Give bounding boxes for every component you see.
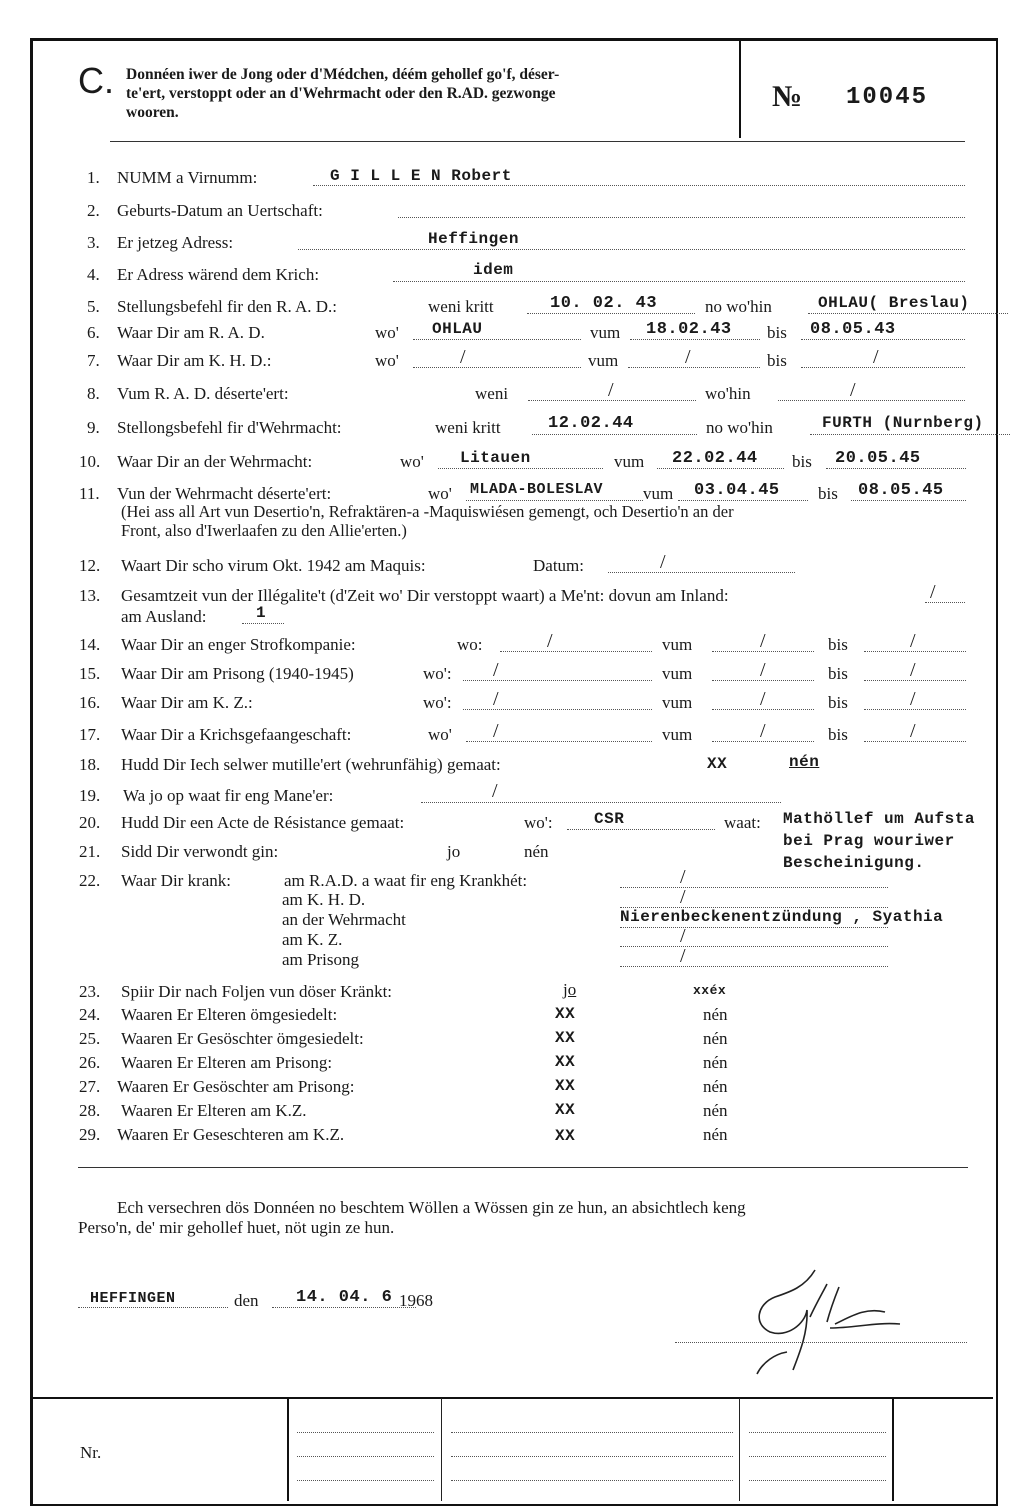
q11-bis: bis xyxy=(818,484,838,503)
q22-kz-label: am K. Z. xyxy=(282,930,343,949)
q10-value-to: 20.05.45 xyxy=(835,449,921,468)
q20-label: Hudd Dir een Acte de Résistance gemaat: xyxy=(121,813,405,832)
q15-line-a xyxy=(463,680,652,681)
q11-number: 11. xyxy=(79,484,100,503)
q13-ausland-label: am Ausland: xyxy=(121,607,207,626)
footer-line-3c xyxy=(749,1480,886,1481)
q6-number: 6. xyxy=(87,323,100,342)
q12-label: Waart Dir scho virum Okt. 1942 am Maquis: xyxy=(121,556,426,575)
q22-line-c xyxy=(620,927,888,928)
q14-value-b: / xyxy=(760,630,766,652)
q22-value-e: / xyxy=(680,945,686,967)
q16-label: Waar Dir am K. Z.: xyxy=(121,693,253,712)
q22-line-e xyxy=(620,966,888,967)
q13-value-inland: / xyxy=(930,581,936,603)
q9-line-b xyxy=(810,434,1010,435)
q22-line-a xyxy=(620,887,888,888)
q27-nen: nén xyxy=(703,1077,728,1096)
q1-value: G I L L E N Robert xyxy=(330,167,512,185)
q15-wo: wo': xyxy=(423,664,452,683)
q3-value: Heffingen xyxy=(428,230,519,248)
q3-number: 3. xyxy=(87,233,100,252)
q1-label: NUMM a Virnumm: xyxy=(117,168,258,187)
q20-wo: wo': xyxy=(524,813,553,832)
q14-number: 14. xyxy=(79,635,101,654)
footer-line-3b xyxy=(749,1456,886,1457)
q15-bis: bis xyxy=(828,664,848,683)
q12-datum: Datum: xyxy=(533,556,584,575)
q23-label: Spiir Dir nach Foljen vun döser Kränkt: xyxy=(121,982,393,1001)
q27-value: XX xyxy=(555,1077,576,1095)
q26-label: Waaren Er Elteren am Prisong: xyxy=(121,1053,333,1072)
q18-value: nén xyxy=(789,753,820,771)
q16-number: 16. xyxy=(79,693,101,712)
q7-line-b xyxy=(628,367,760,368)
q10-line-b xyxy=(657,468,784,469)
q7-bis: bis xyxy=(767,351,787,370)
q20-value-what: Mathöllef um Aufsta xyxy=(783,810,975,828)
q7-value-c: / xyxy=(873,346,879,368)
q11-wo: wo' xyxy=(428,484,452,503)
q15-number: 15. xyxy=(79,664,101,683)
q7-value-a: / xyxy=(460,346,466,368)
footer-col-3 xyxy=(739,1398,740,1501)
header-divider xyxy=(739,40,741,138)
q6-value-place: OHLAU xyxy=(432,320,483,338)
q12-number: 12. xyxy=(79,556,101,575)
q14-value-c: / xyxy=(910,630,916,652)
q17-vum: vum xyxy=(662,725,693,744)
q5-value-date: 10. 02. 43 xyxy=(550,294,658,313)
q13-label: Gesamtzeit vun der Illégalite't (d'Zeit wo' Dir verstoppt waart) a Me'nt: dovun am Inland: xyxy=(121,586,729,605)
q20-value-place: CSR xyxy=(594,810,625,828)
q29-label: Waaren Er Geseschteren am K.Z. xyxy=(117,1125,345,1144)
q6-value-from: 18.02.43 xyxy=(646,320,732,339)
q16-bis: bis xyxy=(828,693,848,712)
q17-value-c: / xyxy=(910,720,916,742)
q4-line xyxy=(393,281,965,282)
q26-value: XX xyxy=(555,1053,576,1071)
q28-number: 28. xyxy=(79,1101,101,1120)
q25-number: 25. xyxy=(79,1029,101,1048)
q22-number: 22. xyxy=(79,871,101,890)
q14-bis: bis xyxy=(828,635,848,654)
q23-number: 23. xyxy=(79,982,101,1001)
q3-label: Er jetzeg Adress: xyxy=(117,233,234,252)
q25-label: Waaren Er Gesöschter ömgesiedelt: xyxy=(121,1029,364,1048)
section-letter: C. xyxy=(78,60,114,101)
q9-label: Stellongsbefehl fir d'Wehrmacht: xyxy=(117,418,342,437)
header-title-line3: wooren. xyxy=(126,104,179,121)
q13-number: 13. xyxy=(79,586,101,605)
q24-label: Waaren Er Elteren ömgesiedelt: xyxy=(121,1005,338,1024)
q19-line xyxy=(421,802,781,803)
q11-value-to: 08.05.45 xyxy=(858,481,944,500)
q19-label: Wa jo op waat fir eng Mane'er: xyxy=(123,786,334,805)
q6-vum: vum xyxy=(590,323,621,342)
q9-value-date: 12.02.44 xyxy=(548,414,634,433)
q14-label: Waar Dir an enger Strofkompanie: xyxy=(121,635,356,654)
q19-number: 19. xyxy=(79,786,101,805)
footer-line-1b xyxy=(297,1456,434,1457)
q7-line-a xyxy=(413,367,581,368)
header-title-line2: te'ert, verstoppt oder an d'Wehrmacht oder den R.AD. gezwonge xyxy=(126,85,556,102)
q10-value-place: Litauen xyxy=(460,449,531,467)
date-line xyxy=(272,1307,416,1308)
q6-line-b xyxy=(630,339,760,340)
q22-rad-label: am R.A.D. a waat fir eng Krankhét: xyxy=(284,871,528,890)
q11-line-b xyxy=(678,500,808,501)
q21-label: Sidd Dir verwondt gin: xyxy=(121,842,279,861)
q11-line-a xyxy=(466,500,643,501)
q13-value-ausland: 1 xyxy=(256,604,267,622)
q11-value-place: MLADA-BOLESLAV xyxy=(470,481,604,498)
q1-number: 1. xyxy=(87,168,100,187)
q14-value-a: / xyxy=(547,630,553,652)
q5-number: 5. xyxy=(87,297,100,316)
q23-value-jo: jo xyxy=(563,980,577,999)
q18-number: 18. xyxy=(79,755,101,774)
q5-line-a xyxy=(527,313,695,314)
q12-value: / xyxy=(660,551,666,573)
q5-label-weni: weni kritt xyxy=(428,297,494,316)
footer-top-rule xyxy=(30,1397,993,1399)
declaration-place: HEFFINGEN xyxy=(90,1290,176,1307)
q28-nen: nén xyxy=(703,1101,728,1120)
q4-label: Er Adress wärend dem Krich: xyxy=(117,265,320,284)
declaration-line1: Ech versechren dös Donnéen no beschtem Wöllen a Wössen gin ze hun, an absichtlech keng xyxy=(117,1198,746,1217)
q15-vum: vum xyxy=(662,664,693,683)
q10-bis: bis xyxy=(792,452,812,471)
q6-label: Waar Dir am R. A. D. xyxy=(117,323,265,342)
place-line xyxy=(78,1307,228,1308)
q21-nen: nén xyxy=(524,842,549,861)
q16-wo: wo': xyxy=(423,693,452,712)
q1-line xyxy=(313,185,965,186)
q29-value: XX xyxy=(555,1127,576,1145)
q5-label-wohin: no wo'hin xyxy=(705,297,772,316)
q22-prisong-label: am Prisong xyxy=(282,950,359,969)
q17-value-b: / xyxy=(760,720,766,742)
q25-value: XX xyxy=(555,1029,576,1047)
footer-line-2b xyxy=(451,1456,733,1457)
q17-label: Waar Dir a Krichsgefaangeschaft: xyxy=(121,725,352,744)
q16-value-a: / xyxy=(493,688,499,710)
q5-line-b xyxy=(808,313,1008,314)
q17-number: 17. xyxy=(79,725,101,744)
q14-line-a xyxy=(500,651,652,652)
q24-number: 24. xyxy=(79,1005,101,1024)
q22-label: Waar Dir krank: xyxy=(121,871,232,890)
q16-value-c: / xyxy=(910,688,916,710)
q14-vum: vum xyxy=(662,635,693,654)
q8-weni: weni xyxy=(475,384,509,403)
q28-value: XX xyxy=(555,1101,576,1119)
q4-value: idem xyxy=(473,261,514,279)
q2-line xyxy=(398,217,965,218)
q10-line-a xyxy=(438,468,603,469)
q26-nen: nén xyxy=(703,1053,728,1072)
q20-line-a xyxy=(567,829,715,830)
q6-wo: wo' xyxy=(375,323,399,342)
q15-value-b: / xyxy=(760,659,766,681)
q10-vum: vum xyxy=(614,452,645,471)
q10-wo: wo' xyxy=(400,452,424,471)
q3-line xyxy=(298,249,965,250)
q5-value-place: OHLAU( Breslau) xyxy=(818,294,970,312)
q7-wo: wo' xyxy=(375,351,399,370)
q9-value-place: FURTH (Nurnberg) xyxy=(822,414,984,432)
q8-value-b: / xyxy=(850,379,856,401)
q20-value-what-line2: bei Prag wouriwer xyxy=(783,832,955,850)
q25-nen: nén xyxy=(703,1029,728,1048)
q10-value-from: 22.02.44 xyxy=(672,449,758,468)
q6-line-c xyxy=(801,339,965,340)
q6-line-a xyxy=(413,339,581,340)
q7-line-c xyxy=(801,367,965,368)
q17-wo: wo' xyxy=(428,725,452,744)
q15-value-c: / xyxy=(910,659,916,681)
q8-number: 8. xyxy=(87,384,100,403)
footer-line-1c xyxy=(297,1480,434,1481)
footer-nr: Nr. xyxy=(80,1443,102,1462)
q16-line-a xyxy=(463,709,652,710)
header-title-line1: Donnéen iwer de Jong oder d'Médchen, déém gehollef go'f, déser- xyxy=(126,66,560,83)
q27-label: Waaren Er Gesöschter am Prisong: xyxy=(117,1077,355,1096)
q4-number: 4. xyxy=(87,265,100,284)
q8-line-b xyxy=(778,400,965,401)
declaration-line2: Perso'n, de' mir gehollef huet, nöt ugin ze hun. xyxy=(78,1218,395,1237)
q9-label-weni: weni kritt xyxy=(435,418,501,437)
q5-label: Stellungsbefehl fir den R. A. D.: xyxy=(117,297,338,316)
declaration-date: 14. 04. 6 xyxy=(296,1288,393,1307)
q10-label: Waar Dir an der Wehrmacht: xyxy=(117,452,313,471)
q11-line-c xyxy=(851,500,966,501)
number-sign: № xyxy=(772,80,803,113)
q14-wo: wo: xyxy=(457,635,483,654)
footer-line-1a xyxy=(297,1432,434,1433)
q22-line-d xyxy=(620,946,888,947)
q13-line-b xyxy=(242,623,284,624)
footer-col-4 xyxy=(892,1398,894,1501)
q21-number: 21. xyxy=(79,842,101,861)
q22-khd-label: am K. H. D. xyxy=(282,890,366,909)
footer-col-2 xyxy=(441,1398,442,1501)
q7-label: Waar Dir am K. H. D.: xyxy=(117,351,272,370)
footer-line-2c xyxy=(451,1480,733,1481)
q17-bis: bis xyxy=(828,725,848,744)
footer-col-1 xyxy=(287,1398,289,1501)
q20-number: 20. xyxy=(79,813,101,832)
q6-value-to: 08.05.43 xyxy=(810,320,896,339)
q8-wohin: wo'hin xyxy=(705,384,751,403)
declaration-den: den xyxy=(234,1291,259,1310)
q22-value-b: / xyxy=(680,886,686,908)
q29-nen: nén xyxy=(703,1125,728,1144)
q9-label-wohin: no wo'hin xyxy=(706,418,773,437)
q18-value-struck: XX xyxy=(707,755,728,773)
q2-label: Geburts-Datum an Uertschaft: xyxy=(117,201,323,220)
form-number: 10045 xyxy=(846,84,929,111)
q17-value-a: / xyxy=(493,720,499,742)
q28-label: Waaren Er Elteren am K.Z. xyxy=(121,1101,307,1120)
q9-number: 9. xyxy=(87,418,100,437)
q24-value: XX xyxy=(555,1005,576,1023)
q2-number: 2. xyxy=(87,201,100,220)
q6-bis: bis xyxy=(767,323,787,342)
q11-label: Vun der Wehrmacht déserte'ert: xyxy=(117,484,332,503)
q11-value-from: 03.04.45 xyxy=(694,481,780,500)
q22-value-d: / xyxy=(680,925,686,947)
footer-line-3a xyxy=(749,1432,886,1433)
signature xyxy=(735,1262,910,1382)
q16-value-b: / xyxy=(760,688,766,710)
q8-value-a: / xyxy=(608,379,614,401)
q9-line-a xyxy=(532,434,697,435)
q22-value-c: Nierenbeckenentzündung , Syathia xyxy=(620,908,944,926)
footer-line-2a xyxy=(451,1432,733,1433)
q24-nen: nén xyxy=(703,1005,728,1024)
q19-value: / xyxy=(492,780,498,802)
q7-vum: vum xyxy=(588,351,619,370)
q10-number: 10. xyxy=(79,452,101,471)
q11-vum: vum xyxy=(643,484,674,503)
declaration-year: 1968 xyxy=(399,1291,433,1310)
q27-number: 27. xyxy=(79,1077,101,1096)
q15-label: Waar Dir am Prisong (1940-1945) xyxy=(121,664,354,683)
q21-jo: jo xyxy=(447,842,461,861)
q20-waat: waat: xyxy=(724,813,761,832)
q20-value-what-line3: Bescheinigung. xyxy=(783,854,925,872)
header-rule xyxy=(110,141,965,142)
q15-value-a: / xyxy=(493,659,499,681)
q22-value-a: / xyxy=(680,866,686,888)
q11-note-line1: (Hei ass all Art vun Desertio'n, Refraktären-a -Maquiswiésen gemengt, och Desertio'n an der xyxy=(121,502,734,521)
q10-line-c xyxy=(826,468,966,469)
q23-value-nen-struck: xxéx xyxy=(693,983,727,998)
q12-line xyxy=(608,572,795,573)
q26-number: 26. xyxy=(79,1053,101,1072)
q8-label: Vum R. A. D. déserte'ert: xyxy=(117,384,289,403)
questions-end-rule xyxy=(78,1167,968,1168)
q16-vum: vum xyxy=(662,693,693,712)
q11-note-line2: Front, also d'Iwerlaafen zu den Allie'erten.) xyxy=(121,521,407,540)
q7-number: 7. xyxy=(87,351,100,370)
q7-value-b: / xyxy=(685,346,691,368)
q22-wehrmacht-label: an der Wehrmacht xyxy=(282,910,406,929)
q29-number: 29. xyxy=(79,1125,101,1144)
q18-label: Hudd Dir Iech selwer mutille'ert (wehrunfähig) gemaat: xyxy=(121,755,501,774)
